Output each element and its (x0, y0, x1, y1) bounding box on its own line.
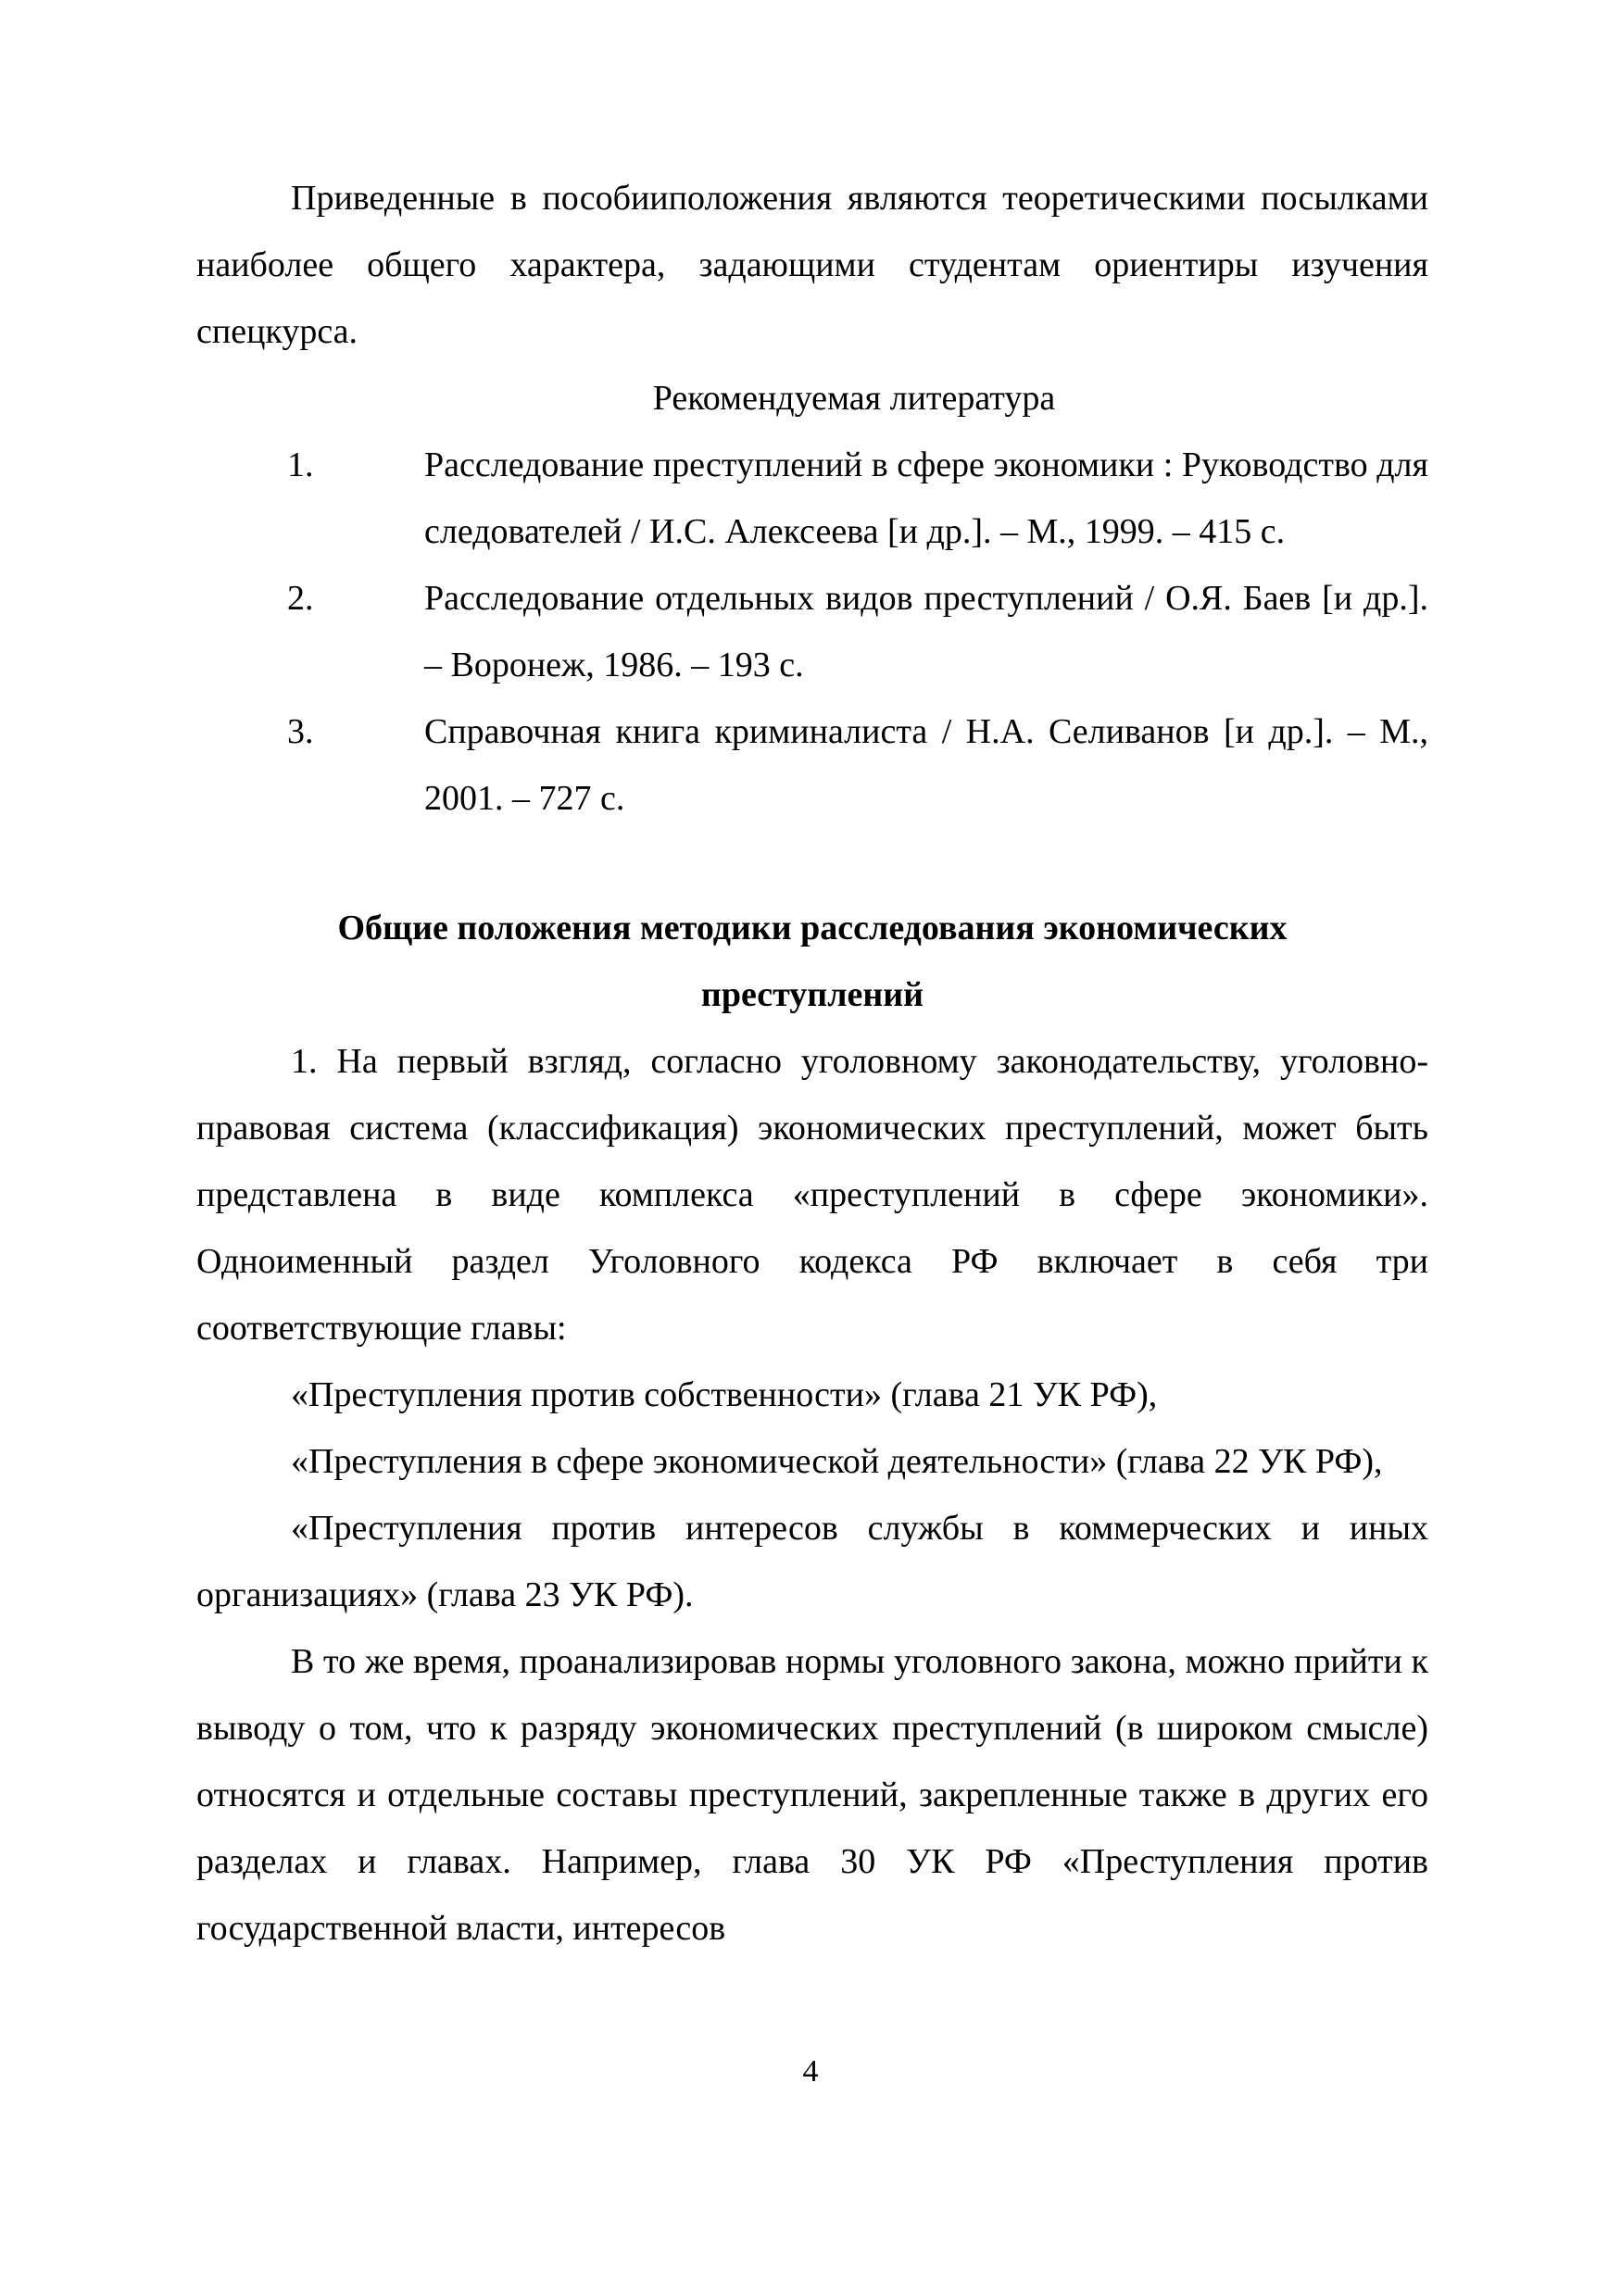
literature-item (196, 565, 1428, 698)
literature-item-text: Расследование отдельных видов преступлений / О.Я. Баев [и др.]. – Воронеж, 1986. – 193 с. (424, 579, 1428, 684)
section-heading (196, 895, 1428, 1028)
chapter-21-line: «Преступления против собственности» (глава 21 УК РФ), (291, 1375, 1158, 1414)
section-heading-line2: преступлений (700, 975, 924, 1014)
chapter-22-line: «Преступления в сфере экономической деятельности» (глава 22 УК РФ), (291, 1442, 1383, 1481)
literature-title: Рекомендуемая литература (652, 379, 1056, 418)
section-paragraph-2: В то же время, проанализировав нормы уголовного закона, можно прийти к выводу о том, что к разряду экономических преступлений (в широком смысле) относятся и отдельные составы преступлений, закрепленные также в других его разделах и главах. Например, глава 30 УК РФ «Преступления против государственной власти, интересов (196, 1642, 1428, 1948)
literature-item-text: Справочная книга криминалиста / Н.А. Селиванов [и др.]. – М., 2001. – 727 с. (424, 712, 1428, 818)
page-number: 4 (802, 2054, 819, 2089)
literature-item (196, 698, 1428, 832)
section-heading-line1: Общие положения методики расследования экономических (337, 909, 1288, 947)
literature-item-text: Расследование преступлений в сфере экономики : Руководство для следователей / И.С. Алексеева [и др.]. – М., 1999. – 415 с. (424, 445, 1428, 551)
literature-item (196, 432, 1428, 565)
literature-item-number: 3. (287, 712, 314, 751)
chapter-23-line: «Преступления против интересов службы в коммерческих и иных организациях» (глава 23 УК РФ). (196, 1509, 1428, 1614)
document-page (196, 165, 1428, 1962)
section-spacer (196, 832, 1428, 895)
literature-list (196, 432, 1428, 832)
intro-paragraph: Приведенные в пособииположения являются теоретическими посылками наиболее общего характера, задающими студентам ориентиры изучения спецкурса. (196, 179, 1428, 351)
section-paragraph-1: 1. На первый взгляд, согласно уголовному законодательству, уголовно-правовая система (классификация) экономических преступлений, может быть представлена в виде комплекса «преступлений в сфере экономики». Одноименный раздел Уголовного кодекса РФ включает в себя три соответствующие главы: (196, 1042, 1428, 1348)
literature-item-number: 2. (287, 579, 314, 618)
literature-item-number: 1. (287, 445, 314, 484)
